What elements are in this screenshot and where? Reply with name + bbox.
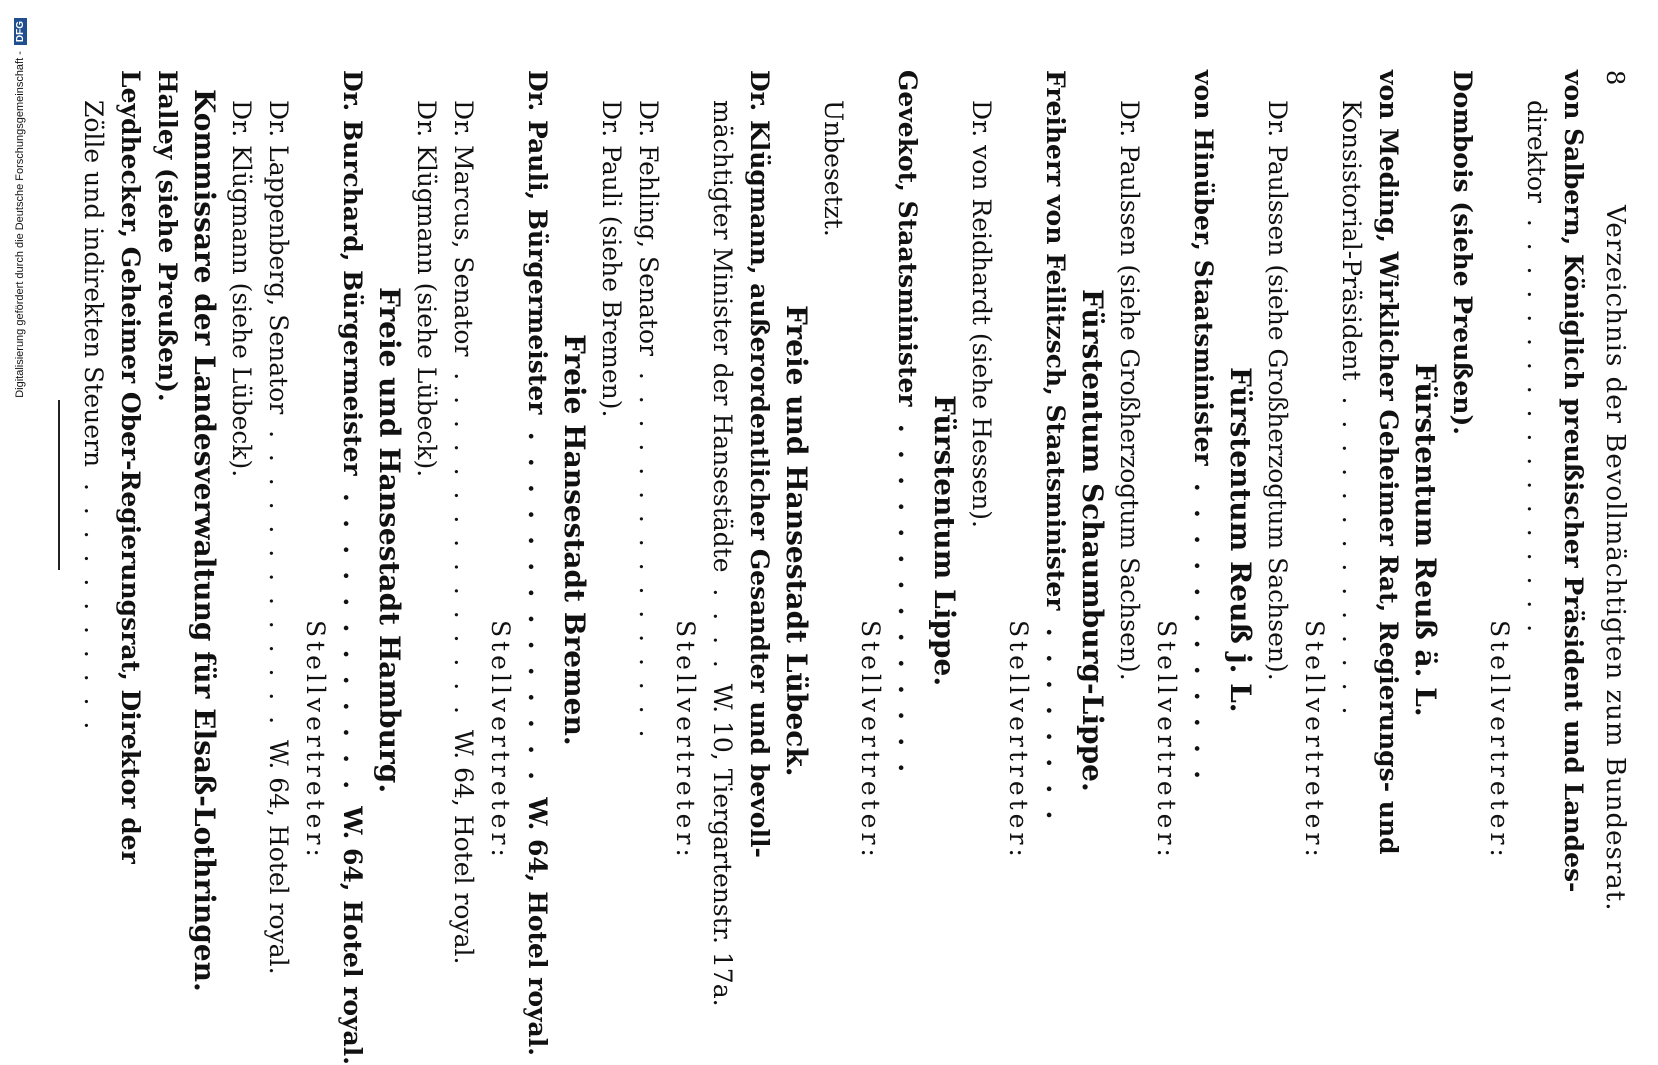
entry-line: Dr. Marcus, Senator . . . . . . . . . . . . . . . W. 64, Hotel royal.: [449, 100, 478, 965]
entry-line: Dr. Lappenberg, Senator . . . . . . . . . . . . . W. 64, Hotel royal.: [264, 100, 293, 975]
section-heading: Fürstentum Reuß j. L.: [1224, 367, 1257, 713]
entry-line: Dr. Fehling, Senator . . . . . . . . . . . . . . . .: [634, 100, 663, 738]
section-divider: [58, 400, 60, 570]
section-heading: Freie und Hansestadt Lübeck.: [780, 305, 813, 777]
entry-line: von Meding, Wirklicher Geheimer Rat, Regierungs- und: [1374, 70, 1403, 855]
entry-line: Dr. Pauli (siehe Bremen).: [597, 100, 626, 418]
entry-line: Zölle und indirekten Steuern . . . . . . . . . . .: [79, 100, 108, 730]
entry-line: direktor . . . . . . . . . . . . . . . . . .: [1522, 100, 1551, 633]
deputy-label: Stellvertreter:: [1004, 620, 1033, 861]
section-heading: Kommissare der Landesverwaltung für Elsaß-Lothringen.: [188, 89, 221, 992]
deputy-label: Stellvertreter:: [486, 620, 515, 861]
entry-line: Leydhecker, Geheimer Ober-Regierungsrat, Direktor der: [116, 70, 145, 864]
section-heading: Fürstentum Schaumburg-Lippe.: [1076, 289, 1109, 792]
page-number: 8: [1601, 70, 1629, 86]
section-heading: Freie Hansestadt Bremen.: [558, 334, 591, 746]
entry-line: Dr. von Reidhardt (siehe Hessen).: [967, 100, 996, 529]
deputy-label: Stellvertreter:: [671, 620, 700, 861]
entry-line: Dr. Paulssen (siehe Großherzogtum Sachsen).: [1263, 100, 1292, 681]
deputy-label: Stellvertreter:: [301, 620, 330, 861]
running-head: Verzeichnis der Bevollmächtigten zum Bundesrat.: [1600, 205, 1630, 912]
deputy-label: Stellvertreter:: [1152, 620, 1181, 861]
entry-line: Dr. Klügmann (siehe Lübeck).: [227, 100, 256, 478]
entry-line: Dr. Klügmann, außerordentlicher Gesandter und bevoll-: [745, 70, 774, 858]
digitization-footer: [0, 0, 40, 1000]
entry-line: Halley (siehe Preußen).: [153, 70, 182, 402]
entry-line: Unbesetzt.: [819, 100, 848, 237]
footer-text: Digitalisierung gefördert durch die Deutsche Forschungsgemeinschaft -: [14, 51, 26, 398]
entry-line: Konsistorial-Präsident . . . . . . . . . . . . . .: [1337, 100, 1366, 715]
entry-line: Dr. Paulssen (siehe Großherzogtum Sachsen).: [1115, 100, 1144, 681]
entry-line: Gevekot, Staatsminister . . . . . . . . . . . . . .: [893, 70, 922, 773]
deputy-label: Stellvertreter:: [1485, 620, 1514, 861]
deputy-label: Stellvertreter:: [856, 620, 885, 861]
entry-line: Dr. Burchard, Bürgermeister . . . . . . . . . . . . W. 64, Hotel royal.: [338, 70, 367, 1065]
entry-line: Freiherr von Feilitzsch, Staatsminister . . . . . . . .: [1041, 70, 1070, 820]
section-heading: Fürstentum Lippe.: [928, 395, 961, 687]
entry-line: Dr. Klügmann (siehe Lübeck).: [412, 100, 441, 478]
entry-line: Dr. Pauli, Bürgermeister . . . . . . . . . . . . . . W. 64, Hotel royal.: [523, 70, 552, 1056]
entry-line: von Salbern, Königlich preußischer Präsident und Landes-: [1559, 70, 1588, 893]
entry-line: von Hinüber, Staatsminister . . . . . . . . . . . .: [1189, 70, 1218, 779]
deputy-label: Stellvertreter:: [1300, 620, 1329, 861]
section-heading: Freie und Hansestadt Hamburg.: [373, 287, 406, 794]
section-heading: Fürstentum Reuß ä. L.: [1409, 363, 1442, 717]
entry-line: mächtigter Minister der Hansestädte . . . . W. 10, Tiergartenstr. 17a.: [708, 100, 737, 1007]
entry-line: Dombois (siehe Preußen).: [1448, 70, 1477, 435]
dfg-logo: DFG: [14, 18, 27, 45]
